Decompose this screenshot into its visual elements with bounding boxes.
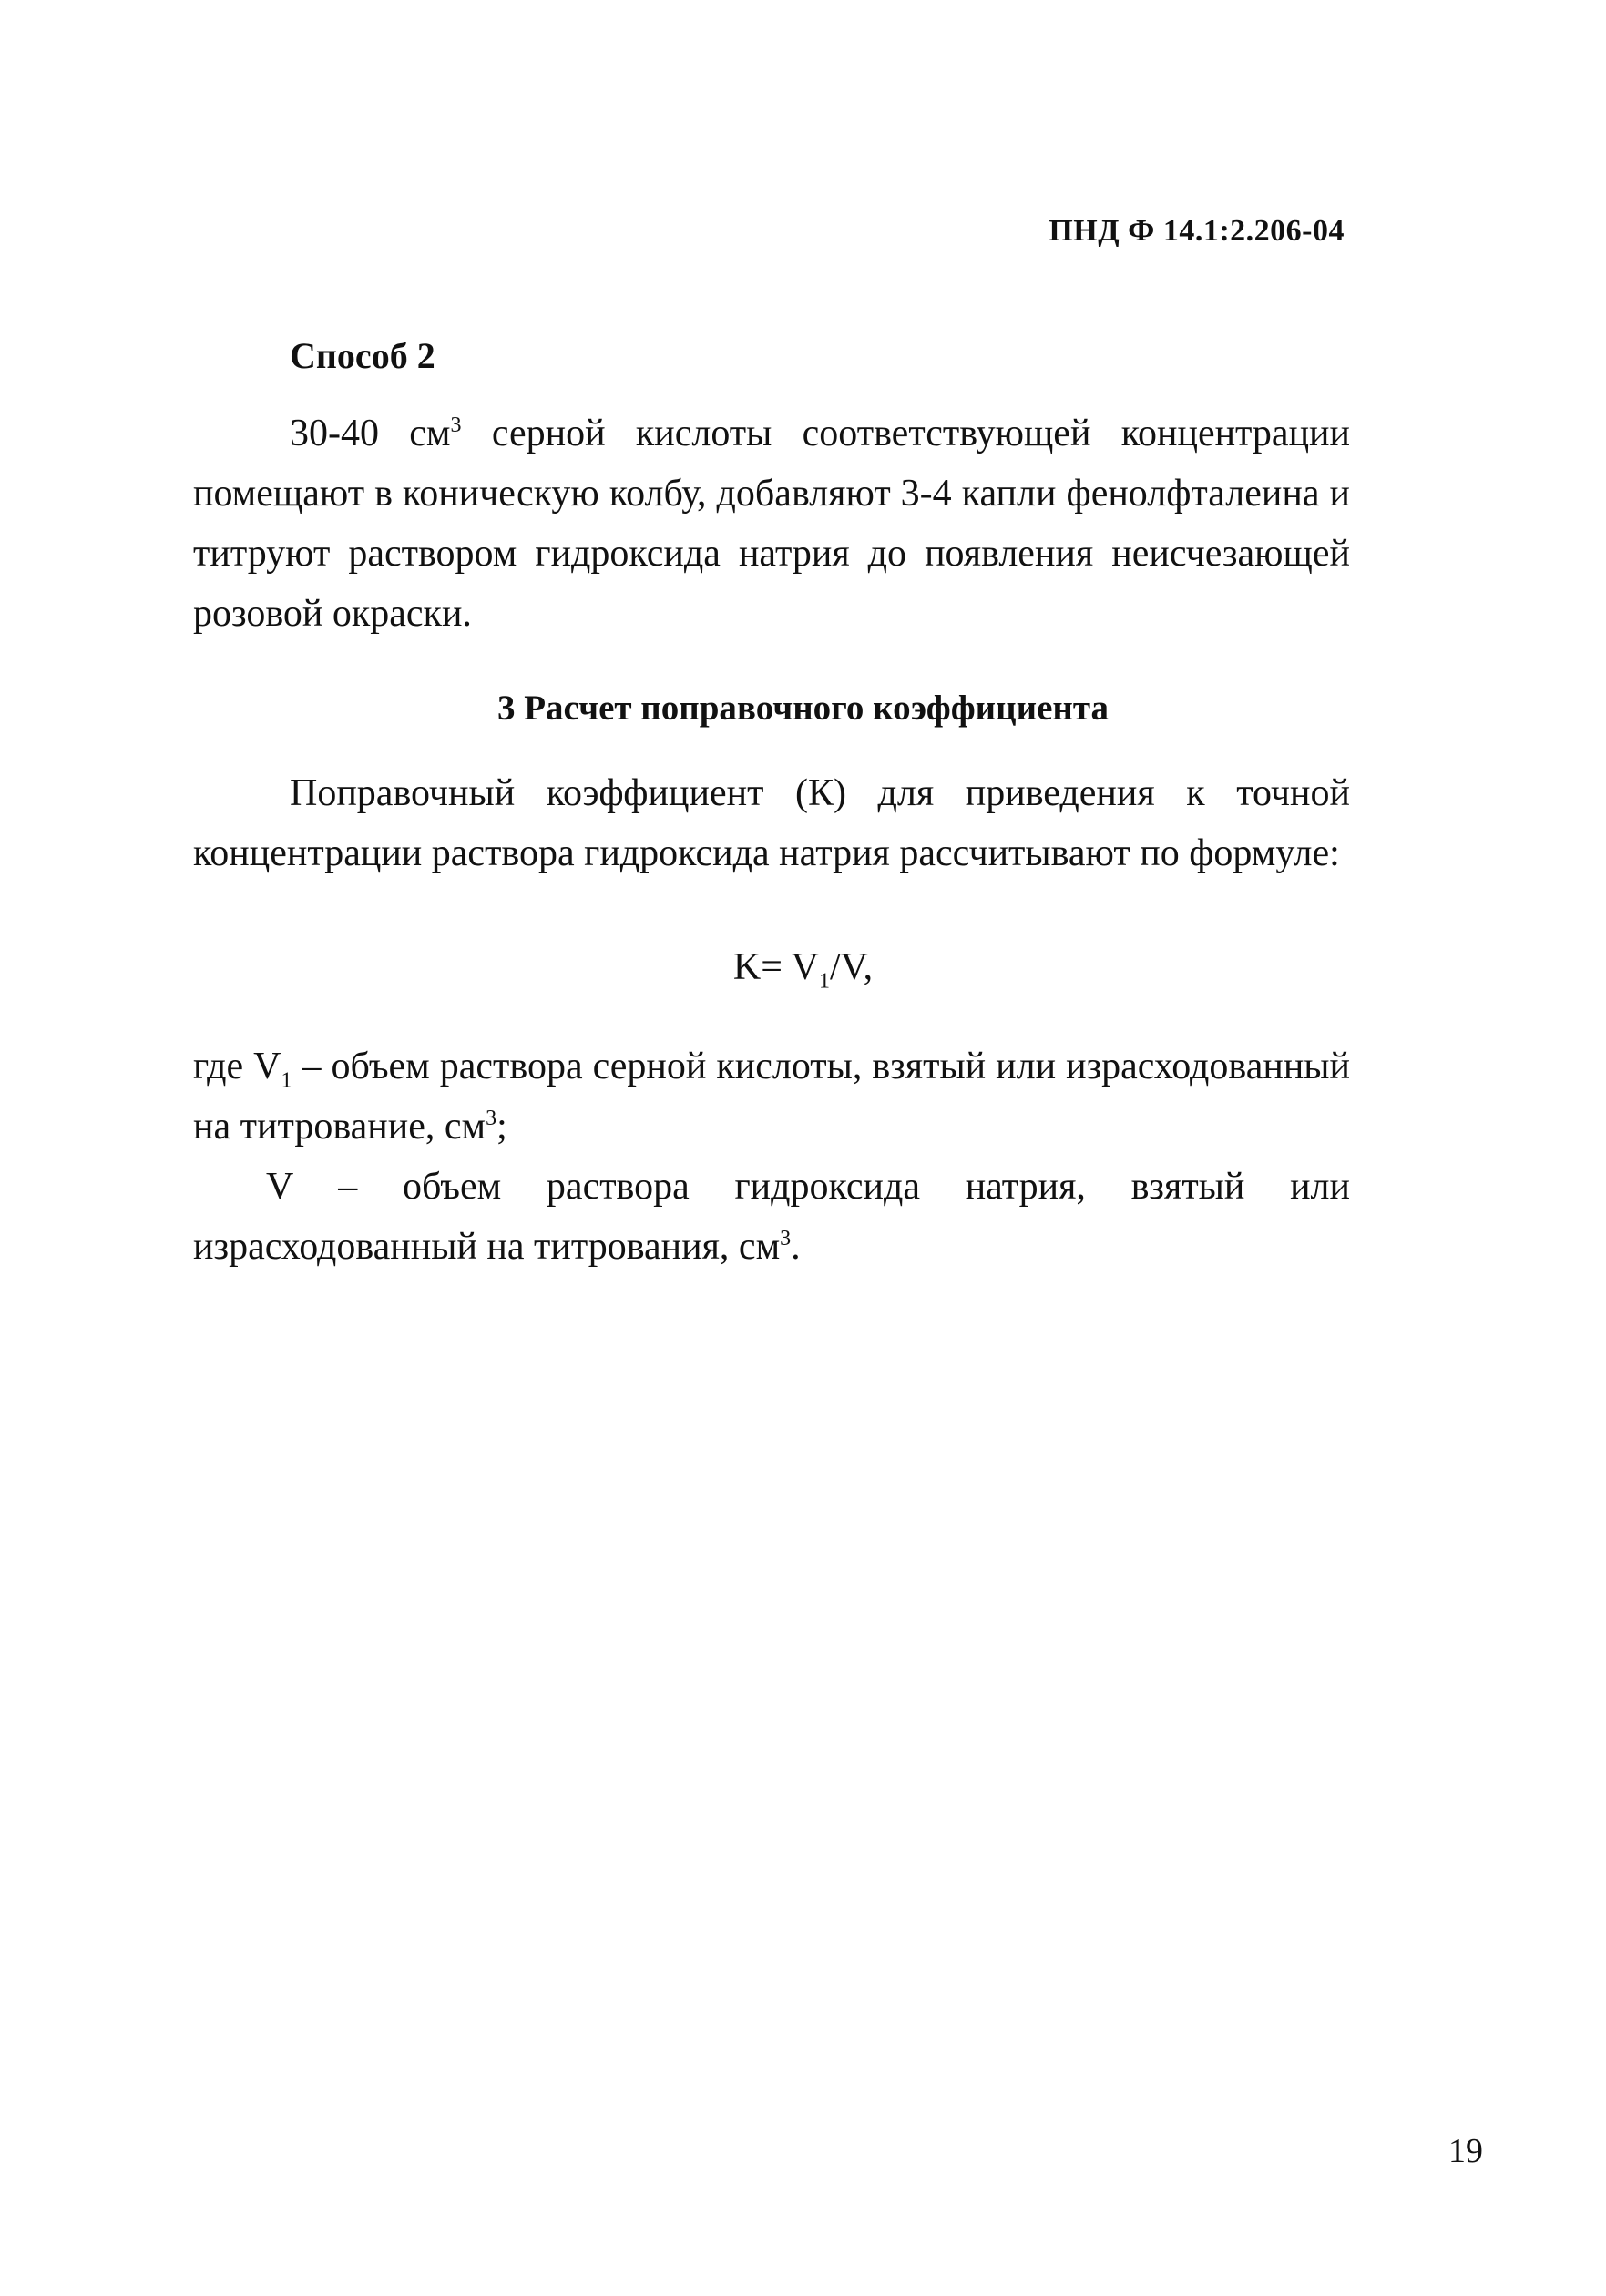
page-number: 19 — [1448, 2132, 1483, 2170]
formula-right: /V, — [830, 946, 874, 988]
section-paragraph: Поправочный коэффициент (К) для приведения к точной концентрации раствора гидроксида натрия рассчитывают по формуле: — [193, 772, 1350, 874]
formula-left: K= V — [732, 946, 819, 988]
definition-v-end: . — [791, 1226, 801, 1268]
definitions — [193, 1036, 1350, 1277]
definition-v-sup: 3 — [780, 1227, 792, 1250]
formula — [0, 945, 1606, 994]
definition-v-text: V – объем раствора гидроксида натрия, взятый или израсходованный на титрования, см — [193, 1166, 1350, 1268]
definition-v1-sup: 3 — [486, 1107, 497, 1130]
definition-v1-end: ; — [496, 1106, 507, 1148]
method-paragraph-unit-sup: 3 — [450, 413, 462, 437]
definition-v1-text: – объем раствора серной кислоты, взятый или израсходованный на титрование, см — [193, 1046, 1350, 1148]
section-heading: 3 Расчет поправочного коэффициента — [496, 689, 1110, 728]
method-paragraph-rest: серной кислоты соответствующей концентрации помещают в коническую колбу, добавляют 3-4 капли фенолфталеина и титруют раствором гидроксида натрия до появления неисчезающей розовой окраски. — [193, 413, 1350, 635]
definition-v1-prefix: где V — [193, 1046, 281, 1087]
document-code: ПНД Ф 14.1:2.206-04 — [1049, 214, 1345, 248]
method-heading: Способ 2 — [290, 335, 435, 376]
formula-sub: 1 — [819, 969, 830, 994]
definition-v1 — [193, 1036, 1350, 1157]
definition-v — [193, 1157, 1350, 1277]
method-paragraph — [193, 403, 1350, 644]
method-paragraph-start: 30-40 см — [290, 413, 451, 454]
definition-v1-sub: 1 — [281, 1068, 292, 1093]
